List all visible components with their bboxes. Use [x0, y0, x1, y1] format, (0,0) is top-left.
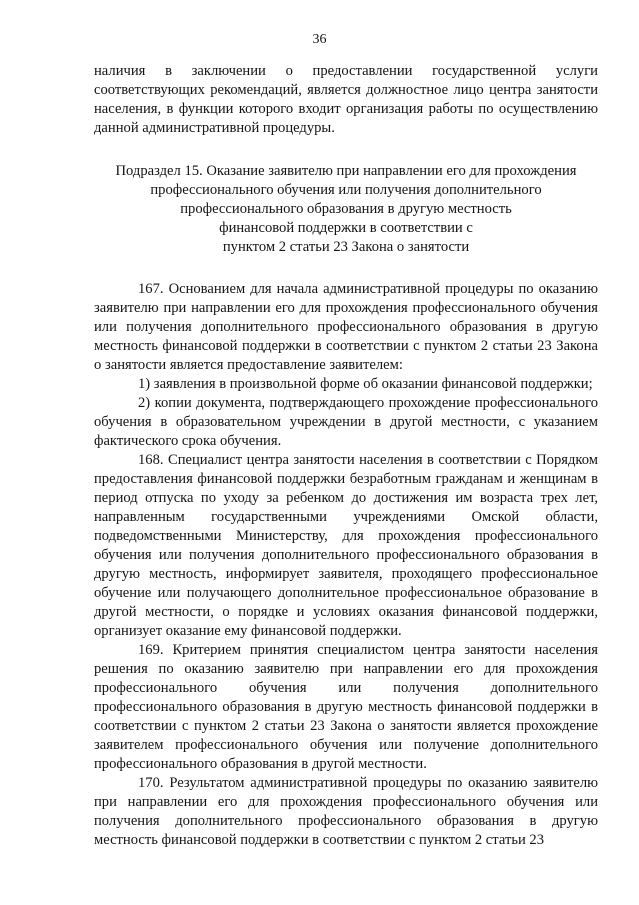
paragraph-170: 170. Результатом административной процедуры по оказанию заявителю при направлении его для прохождения профессионального обучения или получения дополнительного профессионального образования в другую местность финансовой поддержки в соответствии с пунктом 2 статьи 23 [94, 775, 598, 848]
document-body [94, 62, 598, 850]
subsection-title-line: профессионального обучения или получения дополнительного [150, 182, 542, 198]
paragraph-167-item-1: 1) заявления в произвольной форме об оказании финансовой поддержки; [138, 376, 593, 392]
intro-paragraph: наличия в заключении о предоставлении государственной услуги соответствующих рекомендаций, является должностное лицо центра занятости населения, в функции которого входит организация работы по осуществлению данной административной процедуры. [94, 63, 598, 136]
paragraph-169: 169. Критерием принятия специалистом центра занятости населения решения по оказанию заявителю при направлении его для прохождения профессионального обучения или получения дополнительного профессионального образования в другую местность финансовой поддержки в соответствии с пунктом 2 статьи 23 Закона о занятости является прохождение заявителем профессионального обучения или получение дополнительного профессионального образования в другой местности. [94, 642, 598, 772]
page-number: 36 [312, 32, 327, 47]
paragraph-168: 168. Специалист центра занятости населения в соответствии с Порядком предоставления финансовой поддержки безработным гражданам и женщинам в период отпуска по уходу за ребенком до достижения им возраста трех лет, направленным государственными учреждениями Омской области, подведомственными Министерству, для прохождения профессионального обучения или получения дополнительного профессионального образования в другую местность, информирует заявителя, проходящего профессиональное обучение или получающего дополнительное профессиональное образование в другой местности, о порядке и условиях оказания финансовой поддержки, организует оказание ему финансовой поддержки. [94, 452, 598, 639]
subsection-title-line: профессионального образования в другую местность [180, 201, 512, 217]
subsection-title-line: Подраздел 15. Оказание заявителю при направлении его для прохождения [115, 163, 577, 179]
paragraph-167-item-2: 2) копии документа, подтверждающего прохождение профессионального обучения в образовательном учреждении в другой местности, с указанием фактического срока обучения. [94, 395, 598, 449]
subsection-title-line: финансовой поддержки в соответствии с [219, 220, 473, 236]
paragraph-167: 167. Основанием для начала административной процедуры по оказанию заявителю при направлении его для прохождения профессионального обучения или получения дополнительного профессионального образования в другую местность финансовой поддержки в соответствии с пунктом 2 статьи 23 Закона о занятости является предоставление заявителем: [94, 281, 598, 373]
subsection-title [94, 162, 598, 257]
subsection-title-line: пунктом 2 статьи 23 Закона о занятости [222, 239, 470, 255]
